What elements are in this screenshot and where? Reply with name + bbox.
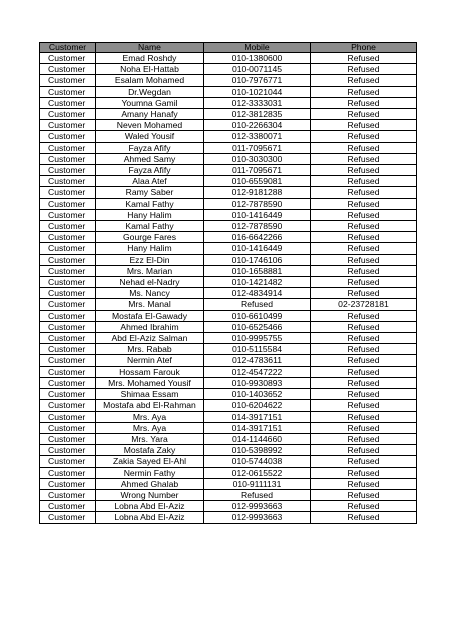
cell-mobile: 010-6204622 [204, 400, 311, 411]
cell-type: Customer [40, 75, 96, 86]
cell-type: Customer [40, 131, 96, 142]
cell-mobile: 010-9111131 [204, 478, 311, 489]
table-row [40, 355, 417, 366]
cell-type: Customer [40, 288, 96, 299]
cell-type: Customer [40, 109, 96, 120]
cell-phone: Refused [311, 187, 417, 198]
table-row [40, 445, 417, 456]
table-row [40, 176, 417, 187]
cell-mobile: 010-6610499 [204, 310, 311, 321]
cell-name: Dr.Wegdan [96, 86, 204, 97]
table-row [40, 221, 417, 232]
cell-mobile: 010-5115584 [204, 344, 311, 355]
table-row [40, 433, 417, 444]
cell-type: Customer [40, 310, 96, 321]
header-customer: Customer [40, 43, 96, 53]
cell-phone: Refused [311, 142, 417, 153]
table-row [40, 333, 417, 344]
cell-phone: Refused [311, 232, 417, 243]
cell-type: Customer [40, 176, 96, 187]
table-row [40, 187, 417, 198]
table-row [40, 254, 417, 265]
cell-type: Customer [40, 467, 96, 478]
header-mobile: Mobile [204, 43, 311, 53]
cell-name: Youmna Gamil [96, 97, 204, 108]
cell-phone: Refused [311, 489, 417, 500]
cell-mobile: 010-5744038 [204, 456, 311, 467]
table-row [40, 489, 417, 500]
cell-type: Customer [40, 198, 96, 209]
cell-phone: Refused [311, 411, 417, 422]
table-row [40, 501, 417, 512]
cell-type: Customer [40, 501, 96, 512]
cell-mobile: 012-3812835 [204, 109, 311, 120]
cell-mobile: 012-9181288 [204, 187, 311, 198]
cell-type: Customer [40, 142, 96, 153]
cell-phone: Refused [311, 265, 417, 276]
cell-mobile: 010-5398992 [204, 445, 311, 456]
cell-name: Ahmed Samy [96, 153, 204, 164]
table-row [40, 321, 417, 332]
cell-type: Customer [40, 366, 96, 377]
cell-phone: Refused [311, 333, 417, 344]
cell-phone: Refused [311, 445, 417, 456]
cell-type: Customer [40, 489, 96, 500]
header-phone: Phone [311, 43, 417, 53]
cell-mobile: Refused [204, 489, 311, 500]
cell-phone: Refused [311, 478, 417, 489]
table-row [40, 366, 417, 377]
table-row [40, 109, 417, 120]
cell-phone: Refused [311, 389, 417, 400]
cell-phone: Refused [311, 512, 417, 523]
cell-phone: Refused [311, 456, 417, 467]
cell-name: Amany Hanafy [96, 109, 204, 120]
cell-mobile: 014-1144660 [204, 433, 311, 444]
cell-phone: Refused [311, 433, 417, 444]
cell-phone: Refused [311, 75, 417, 86]
cell-phone: Refused [311, 120, 417, 131]
cell-phone: Refused [311, 176, 417, 187]
table-row [40, 53, 417, 64]
cell-mobile: 012-9993663 [204, 512, 311, 523]
cell-phone: 02-23728181 [311, 299, 417, 310]
cell-phone: Refused [311, 243, 417, 254]
cell-type: Customer [40, 344, 96, 355]
cell-phone: Refused [311, 221, 417, 232]
cell-phone: Refused [311, 321, 417, 332]
cell-phone: Refused [311, 344, 417, 355]
cell-type: Customer [40, 333, 96, 344]
table-row [40, 310, 417, 321]
table-row [40, 232, 417, 243]
cell-name: Kamal Fathy [96, 221, 204, 232]
cell-phone: Refused [311, 366, 417, 377]
table-row [40, 153, 417, 164]
cell-type: Customer [40, 254, 96, 265]
table-body [40, 53, 417, 524]
table-row [40, 142, 417, 153]
cell-mobile: 012-3333031 [204, 97, 311, 108]
cell-name: Nermin Atef [96, 355, 204, 366]
header-name: Name [96, 43, 204, 53]
cell-name: Hany Halim [96, 209, 204, 220]
cell-type: Customer [40, 53, 96, 64]
cell-type: Customer [40, 411, 96, 422]
cell-type: Customer [40, 355, 96, 366]
cell-mobile: 010-0071145 [204, 64, 311, 75]
cell-mobile: 010-1658881 [204, 265, 311, 276]
cell-name: Wrong Number [96, 489, 204, 500]
cell-mobile: 010-1403652 [204, 389, 311, 400]
cell-name: Waled Yousif [96, 131, 204, 142]
cell-type: Customer [40, 265, 96, 276]
cell-name: Esalam Mohamed [96, 75, 204, 86]
cell-name: Alaa Atef [96, 176, 204, 187]
cell-name: Mrs. Manal [96, 299, 204, 310]
cell-mobile: 012-7878590 [204, 198, 311, 209]
table-row [40, 243, 417, 254]
cell-mobile: 010-9995755 [204, 333, 311, 344]
cell-phone: Refused [311, 198, 417, 209]
cell-type: Customer [40, 299, 96, 310]
cell-name: Mostafa El-Gawady [96, 310, 204, 321]
cell-name: Hossam Farouk [96, 366, 204, 377]
cell-mobile: 010-2266304 [204, 120, 311, 131]
table-row [40, 299, 417, 310]
cell-phone: Refused [311, 377, 417, 388]
cell-phone: Refused [311, 97, 417, 108]
table-row [40, 400, 417, 411]
cell-type: Customer [40, 165, 96, 176]
cell-phone: Refused [311, 422, 417, 433]
cell-type: Customer [40, 377, 96, 388]
cell-type: Customer [40, 209, 96, 220]
cell-type: Customer [40, 97, 96, 108]
cell-mobile: 010-7976771 [204, 75, 311, 86]
cell-mobile: 014-3917151 [204, 411, 311, 422]
cell-name: Shimaa Essam [96, 389, 204, 400]
cell-phone: Refused [311, 131, 417, 142]
cell-mobile: 010-1416449 [204, 209, 311, 220]
table-row [40, 97, 417, 108]
cell-type: Customer [40, 120, 96, 131]
cell-mobile: 010-1380600 [204, 53, 311, 64]
table-row [40, 75, 417, 86]
cell-mobile: 010-1421482 [204, 277, 311, 288]
cell-name: Gourge Fares [96, 232, 204, 243]
customer-table-sheet [39, 42, 416, 524]
cell-phone: Refused [311, 355, 417, 366]
table-row [40, 467, 417, 478]
cell-phone: Refused [311, 64, 417, 75]
table-row [40, 265, 417, 276]
table-row [40, 478, 417, 489]
cell-mobile: 011-7095671 [204, 142, 311, 153]
table-row [40, 344, 417, 355]
cell-type: Customer [40, 422, 96, 433]
table-row [40, 64, 417, 75]
cell-type: Customer [40, 456, 96, 467]
cell-type: Customer [40, 153, 96, 164]
table-row [40, 131, 417, 142]
cell-type: Customer [40, 277, 96, 288]
cell-mobile: 012-0615522 [204, 467, 311, 478]
cell-mobile: 014-3917151 [204, 422, 311, 433]
cell-type: Customer [40, 243, 96, 254]
cell-name: Mrs. Rabab [96, 344, 204, 355]
cell-name: Mrs. Aya [96, 422, 204, 433]
cell-mobile: 012-3380071 [204, 131, 311, 142]
cell-name: Lobna Abd El-Aziz [96, 501, 204, 512]
table-row [40, 422, 417, 433]
cell-name: Nermin Fathy [96, 467, 204, 478]
cell-mobile: 012-4783611 [204, 355, 311, 366]
cell-phone: Refused [311, 467, 417, 478]
cell-phone: Refused [311, 277, 417, 288]
table-row [40, 86, 417, 97]
table-header [40, 43, 417, 53]
cell-name: Mrs. Yara [96, 433, 204, 444]
cell-phone: Refused [311, 165, 417, 176]
cell-mobile: 012-4547222 [204, 366, 311, 377]
header-row [40, 43, 417, 53]
cell-type: Customer [40, 232, 96, 243]
cell-phone: Refused [311, 254, 417, 265]
cell-mobile: 010-1021044 [204, 86, 311, 97]
cell-name: Mostafa abd El-Rahman [96, 400, 204, 411]
cell-type: Customer [40, 321, 96, 332]
cell-type: Customer [40, 187, 96, 198]
cell-name: Zakia Sayed El-Ahl [96, 456, 204, 467]
table-row [40, 165, 417, 176]
table-row [40, 277, 417, 288]
cell-name: Emad Roshdy [96, 53, 204, 64]
cell-name: Fayza Afify [96, 142, 204, 153]
cell-name: Abd El-Aziz Salman [96, 333, 204, 344]
table-row [40, 411, 417, 422]
cell-mobile: 010-9930893 [204, 377, 311, 388]
cell-mobile: 016-6642266 [204, 232, 311, 243]
cell-type: Customer [40, 478, 96, 489]
table-row [40, 288, 417, 299]
cell-name: Nehad el-Nadry [96, 277, 204, 288]
cell-name: Lobna Abd El-Aziz [96, 512, 204, 523]
cell-type: Customer [40, 221, 96, 232]
cell-type: Customer [40, 400, 96, 411]
cell-mobile: 012-4834914 [204, 288, 311, 299]
cell-name: Noha El-Hattab [96, 64, 204, 75]
cell-mobile: 012-7878590 [204, 221, 311, 232]
table-row [40, 389, 417, 400]
cell-type: Customer [40, 86, 96, 97]
cell-phone: Refused [311, 501, 417, 512]
cell-name: Fayza Afify [96, 165, 204, 176]
cell-name: Ramy Saber [96, 187, 204, 198]
cell-type: Customer [40, 64, 96, 75]
cell-phone: Refused [311, 153, 417, 164]
cell-mobile: 010-1416449 [204, 243, 311, 254]
table-row [40, 456, 417, 467]
cell-name: Ezz El-Din [96, 254, 204, 265]
cell-name: Mrs. Aya [96, 411, 204, 422]
cell-type: Customer [40, 389, 96, 400]
cell-name: Kamal Fathy [96, 198, 204, 209]
cell-mobile: 010-6525466 [204, 321, 311, 332]
cell-name: Mostafa Zaky [96, 445, 204, 456]
table-row [40, 377, 417, 388]
cell-mobile: 010-6559081 [204, 176, 311, 187]
cell-phone: Refused [311, 109, 417, 120]
cell-name: Ahmed Ghalab [96, 478, 204, 489]
table-row [40, 120, 417, 131]
cell-phone: Refused [311, 209, 417, 220]
cell-name: Neven Mohamed [96, 120, 204, 131]
cell-phone: Refused [311, 288, 417, 299]
cell-name: Mrs. Marian [96, 265, 204, 276]
cell-phone: Refused [311, 310, 417, 321]
cell-name: Ms. Nancy [96, 288, 204, 299]
cell-name: Ahmed Ibrahim [96, 321, 204, 332]
cell-type: Customer [40, 433, 96, 444]
cell-mobile: 012-9993663 [204, 501, 311, 512]
customer-table [39, 42, 417, 524]
cell-type: Customer [40, 512, 96, 523]
cell-mobile: Refused [204, 299, 311, 310]
table-row [40, 209, 417, 220]
table-row [40, 198, 417, 209]
cell-type: Customer [40, 445, 96, 456]
cell-phone: Refused [311, 86, 417, 97]
table-row [40, 512, 417, 523]
cell-phone: Refused [311, 400, 417, 411]
cell-mobile: 010-3030300 [204, 153, 311, 164]
cell-phone: Refused [311, 53, 417, 64]
cell-name: Mrs. Mohamed Yousif [96, 377, 204, 388]
cell-mobile: 010-1746106 [204, 254, 311, 265]
cell-mobile: 011-7095671 [204, 165, 311, 176]
cell-name: Hany Halim [96, 243, 204, 254]
